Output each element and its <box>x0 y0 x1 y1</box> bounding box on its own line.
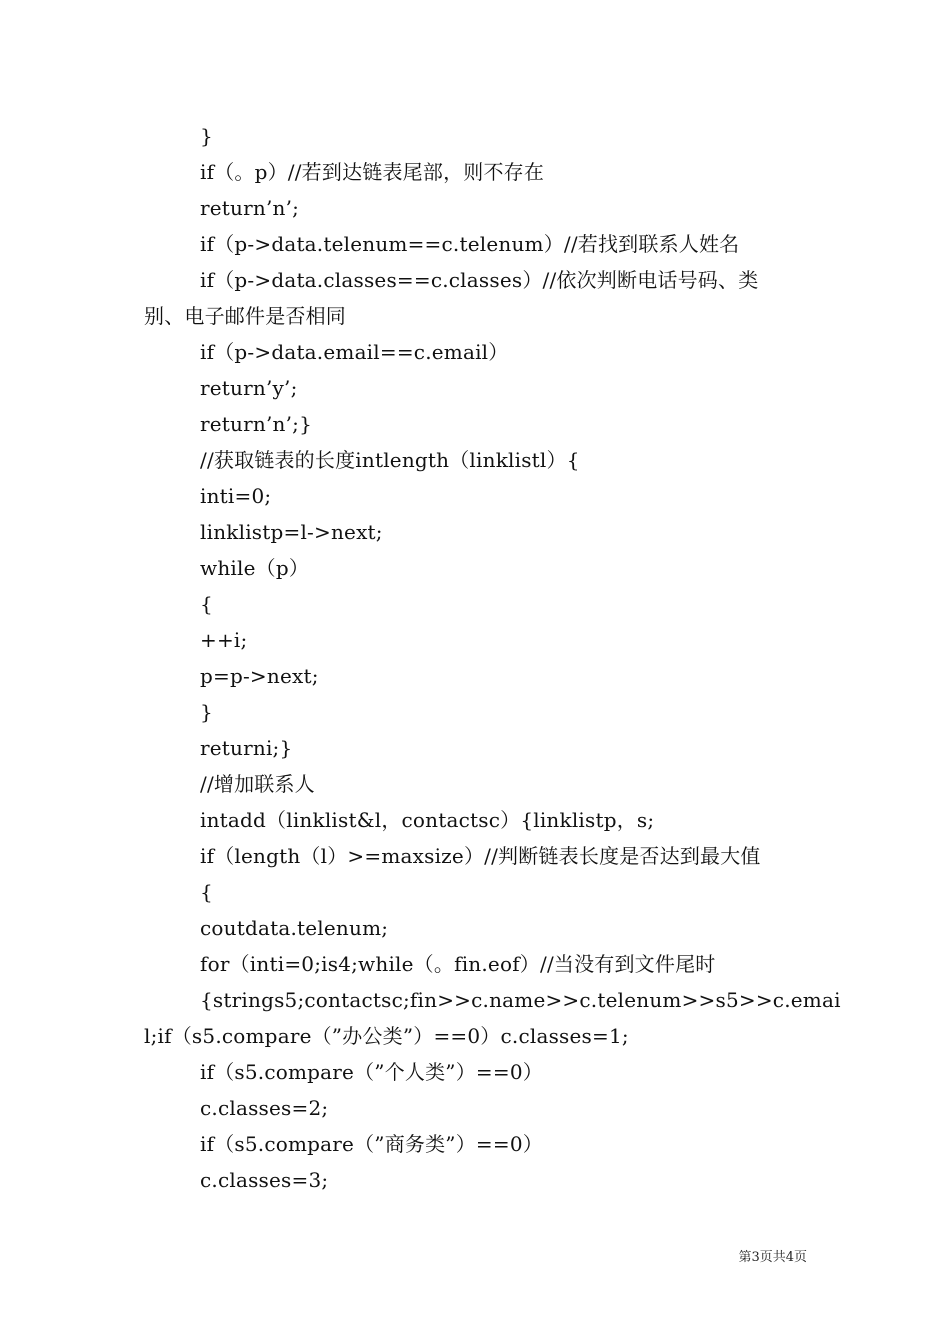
text-line: {strings5;contactsc;fin>>c.name>>c.telenum>>s5>>c.emai <box>200 988 841 1012</box>
text-line: 别、电子邮件是否相同 <box>144 304 346 328</box>
text-line: intadd（linklist&l，contactsc）{linklistp，s; <box>200 808 655 832</box>
text-line: p=p->next; <box>200 664 319 688</box>
text-line: c.classes=3; <box>200 1168 329 1192</box>
text-line: l;if（s5.compare（”办公类”）==0）c.classes=1; <box>144 1024 629 1048</box>
text-line: } <box>200 700 213 724</box>
text-line: coutdata.telenum; <box>200 916 389 940</box>
code-text-block <box>144 118 841 1198</box>
text-line: //增加联系人 <box>200 772 315 796</box>
text-line: return’y’; <box>200 376 298 400</box>
text-line: for（inti=0;is4;while（。fin.eof）//当没有到文件尾时 <box>200 952 716 976</box>
text-line: if（p->data.telenum==c.telenum）//若找到联系人姓名 <box>200 232 740 256</box>
text-line: linklistp=l->next; <box>200 520 383 544</box>
text-line: if（length（l）>=maxsize）//判断链表长度是否达到最大值 <box>200 844 761 868</box>
text-line: inti=0; <box>200 484 272 508</box>
text-line: return’n’;} <box>200 412 313 436</box>
text-line: if（。p）//若到达链表尾部，则不存在 <box>200 160 545 184</box>
text-line: return’n’; <box>200 196 300 220</box>
text-line: //获取链表的长度intlength（linklistl）{ <box>200 448 580 472</box>
page-number-footer: 第3页共4页 <box>738 1250 807 1265</box>
text-line: { <box>200 880 213 904</box>
text-line: if（p->data.classes==c.classes）//依次判断电话号码、类 <box>200 268 759 292</box>
text-line: { <box>200 592 213 616</box>
text-line: if（s5.compare（”商务类”）==0） <box>200 1132 543 1156</box>
text-line: if（p->data.email==c.email） <box>200 340 509 364</box>
text-line: } <box>200 124 213 148</box>
text-line: ++i; <box>200 628 248 652</box>
text-line: c.classes=2; <box>200 1096 329 1120</box>
text-line: if（s5.compare（”个人类”）==0） <box>200 1060 543 1084</box>
text-line: returni;} <box>200 736 293 760</box>
text-line: while（p） <box>200 556 310 580</box>
